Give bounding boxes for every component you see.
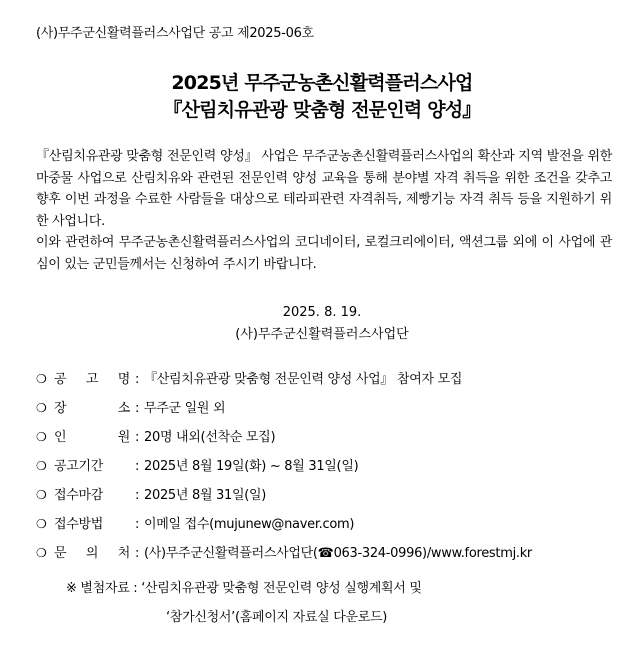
detail-row-headcount [36,426,626,455]
detail-label [54,513,130,532]
label-char: 문 [54,546,67,561]
bullet-icon: ❍ [36,546,47,560]
bullet-icon: ❍ [36,372,47,386]
detail-label [54,397,130,416]
detail-value: 『산림치유관광 맞춤형 전문인력 양성 사업』 참여자 모집 [144,372,463,387]
detail-value: 무주군 일원 외 [144,401,226,416]
label-char: 의 [85,546,99,561]
label-char: 원 [117,430,130,445]
label-char: 인 [54,430,67,445]
label-char: 접수마감 [54,488,104,503]
colon: : [134,372,140,387]
bullet-icon: ❍ [36,430,47,444]
body-text [36,146,612,275]
colon: : [134,430,140,445]
label-char: 소 [117,401,130,416]
colon: : [134,517,140,532]
detail-value: 20명 내외(선착순 모집) [144,430,276,445]
detail-row-place [36,397,626,426]
bullet-icon: ❍ [36,459,47,473]
bullet-icon: ❍ [36,517,47,531]
label-char: 공 [54,372,67,387]
details-list [36,368,626,571]
detail-label [54,426,130,445]
detail-label [54,542,130,561]
body-paragraph-1: 『산림치유관광 맞춤형 전문인력 양성』 사업은 무주군농촌신활력플러스사업의 확산과 지역 발전을 위한 마중물 사업으로 산림치유와 관련된 전문인력 양성 교육을 통해 분야별 자격 취득을 위한 조건을 갖추고 향후 이번 과정을 수료한 사람들을 대상으로 테라피관련 자격취득, 제빵기능 자격 취득 등을 지원하기 위한 사업니다. [36,149,612,229]
notice-date: 2025. 8. 19. [282,305,362,320]
detail-row-deadline [36,484,626,513]
title-block [0,70,644,124]
bullet-icon: ❍ [36,401,47,415]
title-line-1: 2025년 무주군농촌신활력플러스사업 [171,72,473,94]
colon: : [134,401,140,416]
label-char: 명 [117,372,130,387]
detail-label [54,455,130,474]
detail-value-email: 이메일 접수(mujunew@naver.com) [144,517,355,532]
colon: : [134,459,140,474]
notice-number: (사)무주군신활력플러스사업단 공고 제2025-06호 [36,26,314,41]
colon: : [134,546,140,561]
title-line-2: 『산림치유관광 맞춤형 전문인력 양성』 [163,99,481,121]
attachment-line-2: ‘참가신청서’(홈페이지 자료실 다운로드) [166,610,388,625]
bullet-icon: ❍ [36,488,47,502]
detail-row-method [36,513,626,542]
detail-row-notice-name [36,368,626,397]
label-char: 공고기간 [54,459,104,474]
body-paragraph-2: 이와 관련하여 무주군농촌신활력플러스사업의 코디네이터, 로컬크리에이터, 액션그룹 외에 이 사업에 관심이 있는 군민들께서는 신청하여 주시기 바랍니다. [36,235,612,272]
detail-value-contact: (사)무주군신활력플러스사업단(☎063-324-0996)/www.forestmj.kr [144,546,532,561]
attachment-note [66,574,422,632]
detail-row-period [36,455,626,484]
attachment-line-1: ※ 별첨자료 : ‘산림치유관광 맞춤형 전문인력 양성 실행계획서 및 [66,581,422,596]
label-char: 고 [85,372,99,387]
detail-row-contact [36,542,626,571]
label-char: 접수방법 [54,517,104,532]
detail-value: 2025년 8월 31일(일) [144,488,267,503]
date-block [0,302,644,346]
issuer-name: (사)무주군신활력플러스사업단 [235,327,409,342]
detail-value: 2025년 8월 19일(화) ~ 8월 31일(일) [144,459,359,474]
label-char: 처 [117,546,130,561]
detail-label [54,484,130,503]
label-char: 장 [54,401,67,416]
colon: : [134,488,140,503]
detail-label [54,368,130,387]
